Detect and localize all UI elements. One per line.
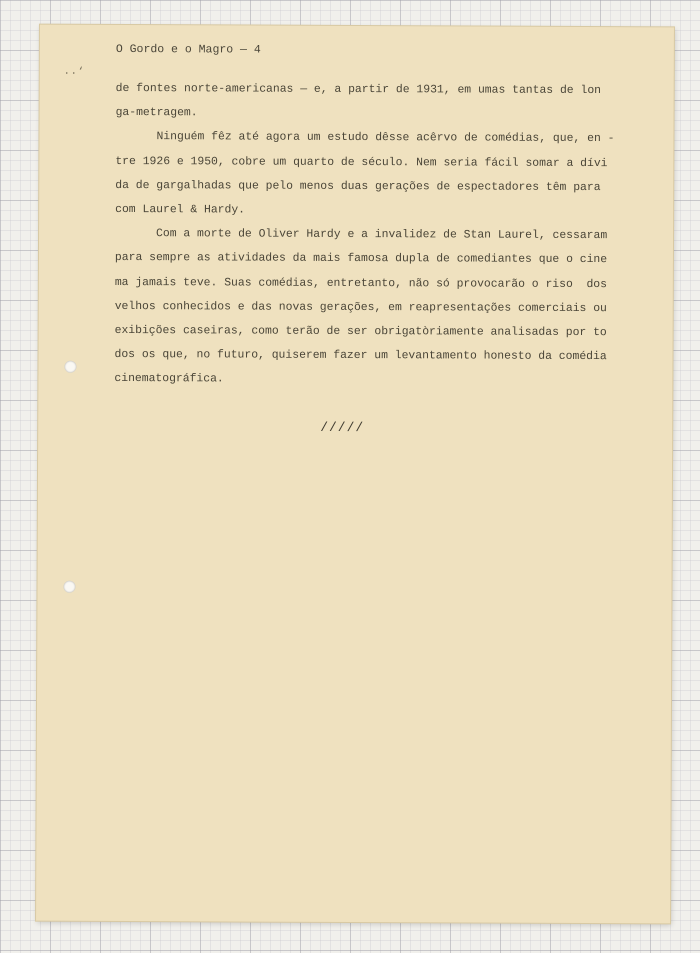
text-line: cinematográfica. [114, 373, 224, 386]
punch-hole-top [64, 361, 76, 373]
text-line: exibições caseiras, como terão de ser obrigatòriamente analisadas por to [114, 324, 607, 339]
text-line: ga-metragem. [115, 107, 198, 120]
page-header: O Gordo e o Magro — 4 [115, 42, 261, 57]
text-line: dos os que, no futuro, quiserem fazer um levantamento honesto da comédia [114, 349, 607, 364]
text-line: Ninguém fêz até agora um estudo dêsse acêrvo de comédias, que, en - [115, 131, 615, 146]
text-line: para sempre as atividades da mais famosa dupla de comediantes que o cine [114, 252, 608, 267]
text-line: ma jamais teve. Suas comédias, entretanto, não só provocarão o riso dos [114, 276, 608, 291]
paper-sheet [36, 25, 674, 924]
text-line: com Laurel & Hardy. [115, 203, 246, 217]
punch-hole-bottom [63, 581, 75, 593]
text-line: Com a morte de Oliver Hardy e a invalidez de Stan Laurel, cessaram [115, 228, 608, 243]
page-marks: ..‘ [63, 66, 85, 78]
text-line: tre 1926 e 1950, cobre um quarto de século. Nem seria fácil somar a dívi [115, 155, 608, 170]
text-line: velhos conhecidos e das novas gerações, em reapresentações comerciais ou [114, 300, 607, 315]
end-mark: ///// [320, 419, 365, 436]
body-text [114, 77, 645, 394]
text-line: da de gargalhadas que pelo menos duas gerações de espectadores têm para [115, 179, 601, 194]
text-line: de fontes norte-americanas — e, a partir de 1931, em umas tantas de lon [115, 82, 602, 98]
